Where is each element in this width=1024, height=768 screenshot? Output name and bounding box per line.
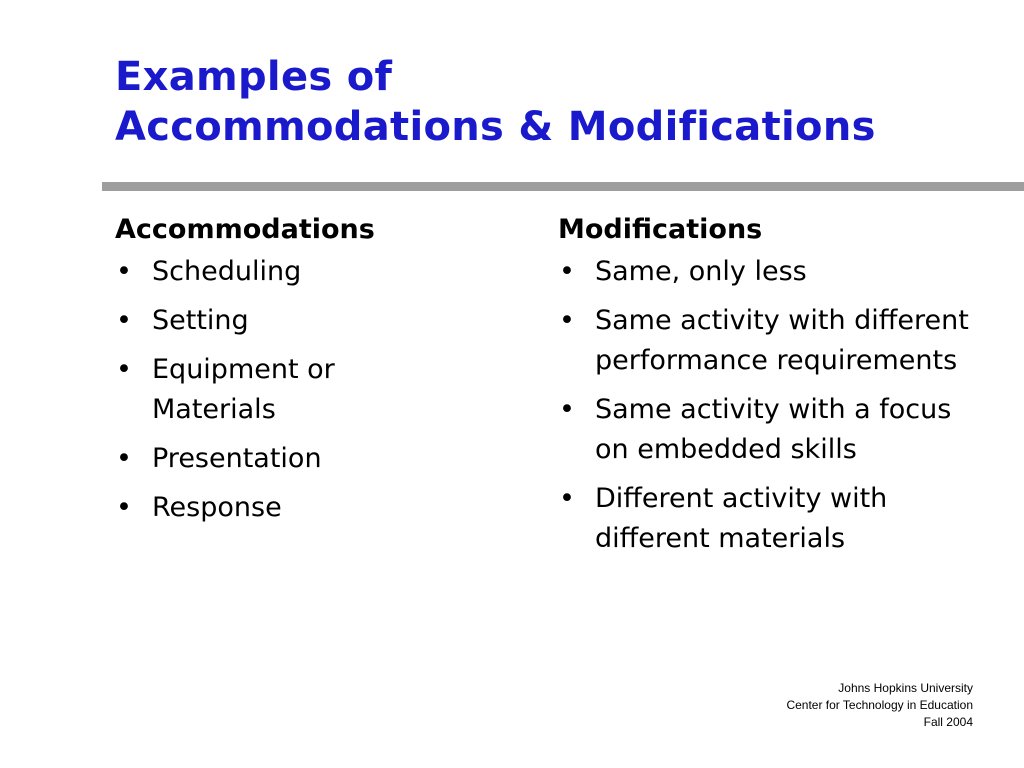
modifications-column: [558, 210, 978, 568]
accommodations-list: [115, 252, 495, 528]
modifications-list: [558, 252, 978, 559]
list-item: [558, 252, 978, 292]
footer-line-date: Fall 2004: [923, 715, 973, 729]
list-item: [558, 479, 995, 559]
list-item: [115, 252, 495, 292]
list-item: [115, 439, 495, 479]
list-item: [115, 350, 392, 430]
bullet-icon: •: [116, 492, 132, 523]
modifications-heading: Modifications: [558, 214, 763, 245]
list-item-text: Setting: [152, 305, 249, 336]
footer-line-center: Center for Technology in Education: [786, 698, 973, 712]
list-item-text: Same activity with a focus on embedded skills: [595, 394, 952, 465]
accommodations-heading: Accommodations: [115, 214, 375, 245]
bullet-icon: •: [559, 483, 575, 514]
list-item-text: Same, only less: [595, 256, 807, 287]
list-item: [115, 301, 495, 341]
bullet-icon: •: [116, 256, 132, 287]
list-item-text: Scheduling: [152, 256, 302, 287]
footer-credit: [786, 680, 973, 731]
footer-line-institution: Johns Hopkins University: [838, 681, 973, 695]
bullet-icon: •: [116, 305, 132, 336]
title-divider: [102, 182, 1024, 191]
bullet-icon: •: [116, 443, 132, 474]
bullet-icon: •: [116, 354, 132, 385]
slide-title-line-2: Accommodations & Modifications: [115, 104, 876, 150]
list-item: [558, 301, 995, 381]
bullet-icon: •: [559, 256, 575, 287]
list-item-text: Different activity with different materials: [595, 483, 888, 554]
list-item: [115, 488, 495, 528]
bullet-icon: •: [559, 394, 575, 425]
slide-title: [115, 52, 876, 152]
list-item-text: Same activity with different performance requirements: [595, 305, 969, 376]
list-item-text: Equipment or Materials: [152, 354, 335, 425]
list-item: [558, 390, 965, 470]
list-item-text: Response: [152, 492, 282, 523]
bullet-icon: •: [559, 305, 575, 336]
accommodations-column: [115, 210, 495, 537]
list-item-text: Presentation: [152, 443, 322, 474]
slide-title-line-1: Examples of: [115, 54, 393, 100]
